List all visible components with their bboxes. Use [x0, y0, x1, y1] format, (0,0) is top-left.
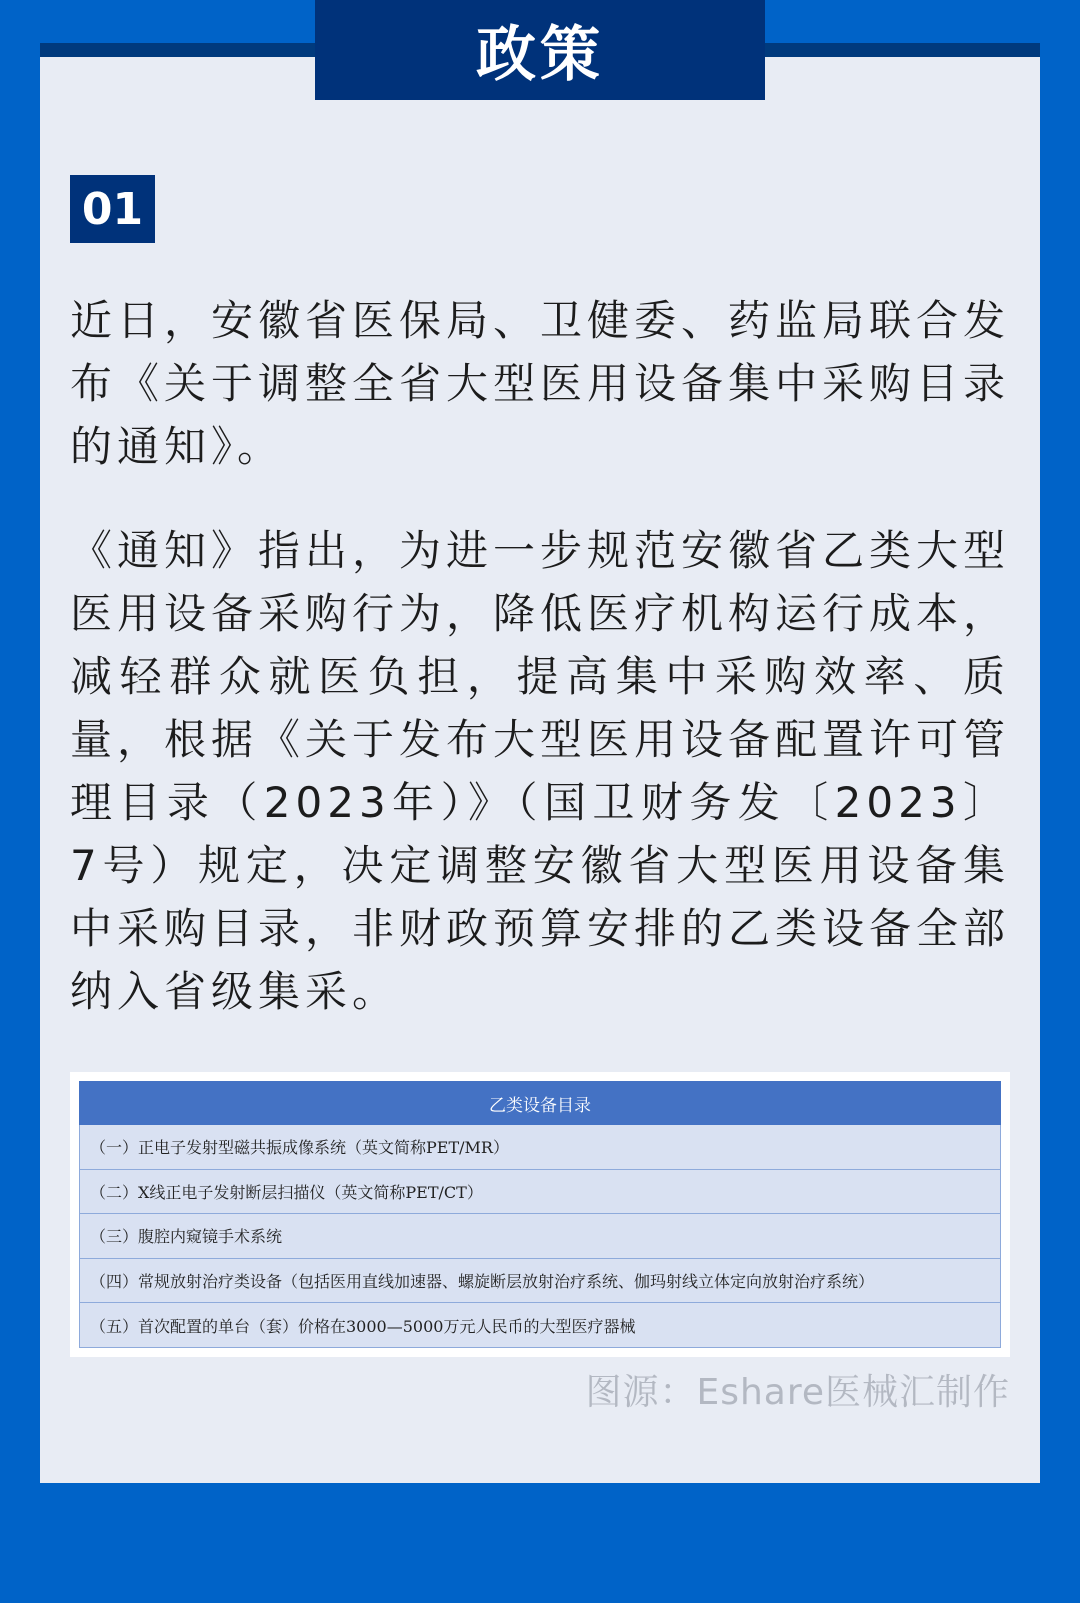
table-row: （二）X线正电子发射断层扫描仪（英文简称PET/CT）	[80, 1169, 1001, 1214]
table-row: （四）常规放射治疗类设备（包括医用直线加速器、螺旋断层放射治疗系统、伽玛射线立体定向放射治疗系统）	[80, 1258, 1001, 1303]
table-row: （三）腹腔内窥镜手术系统	[80, 1214, 1001, 1259]
catalog-table-frame	[70, 1072, 1010, 1357]
paragraph-notice: 《通知》指出，为进一步规范安徽省乙类大型医用设备采购行为，降低医疗机构运行成本，减轻群众就医负担，提高集中采购效率、质量，根据《关于发布大型医用设备配置许可管理目录（2023年）》（国卫财务发〔2023〕7号）规定，决定调整安徽省大型医用设备集中采购目录，非财政预算安排的乙类设备全部纳入省级集采。	[70, 526, 1011, 1016]
paragraph-intro: 近日，安徽省医保局、卫健委、药监局联合发布《关于调整全省大型医用设备集中采购目录的通知》。	[70, 296, 1011, 471]
page-title: 政策	[315, 0, 765, 100]
image-source-caption: 图源：Eshare医械汇制作	[585, 1372, 1010, 1413]
catalog-table	[79, 1081, 1001, 1348]
catalog-table-header: 乙类设备目录	[80, 1082, 1001, 1125]
table-row: （一）正电子发射型磁共振成像系统（英文简称PET/MR）	[80, 1125, 1001, 1170]
section-number-badge: 01	[70, 175, 155, 243]
table-row: （五）首次配置的单台（套）价格在3000—5000万元人民币的大型医疗器械	[80, 1303, 1001, 1348]
